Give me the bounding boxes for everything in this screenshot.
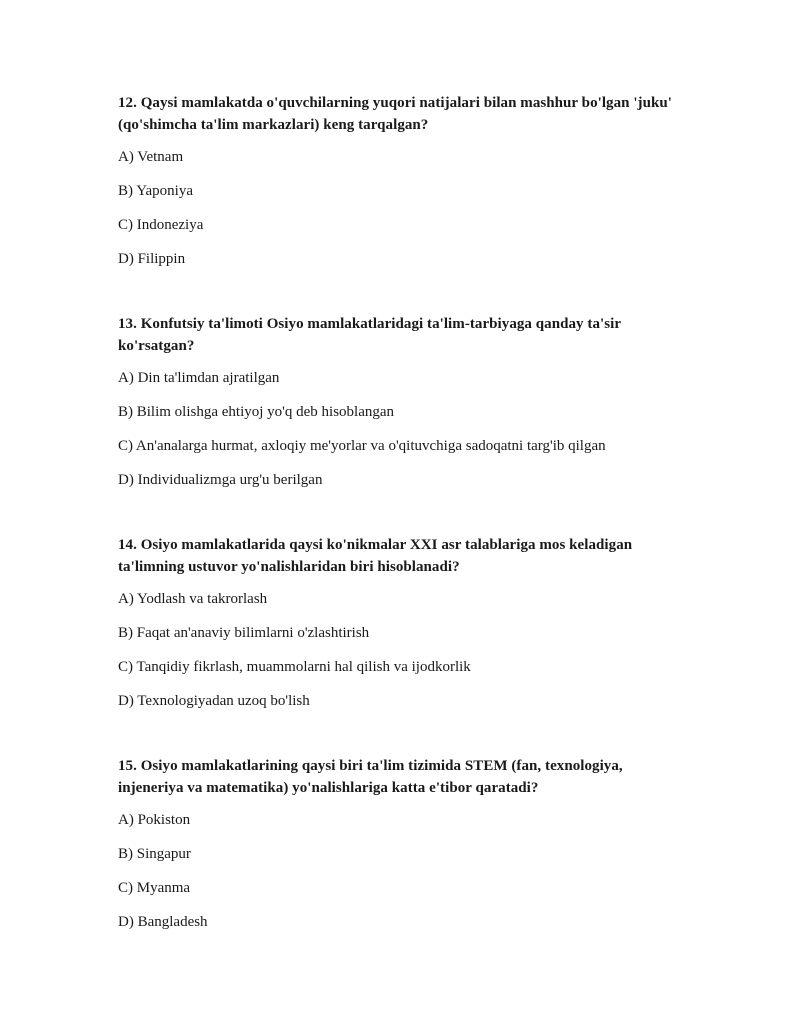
question-13 [118, 313, 678, 491]
document-page [118, 92, 678, 945]
question-title: 15. Osiyo mamlakatlarining qaysi biri ta'lim tizimida STEM (fan, texnologiya, injeneriya va matematika) yo'nalishlariga katta e'tibor qaratadi? [118, 758, 623, 796]
question-title: 14. Osiyo mamlakatlarida qaysi ko'nikmalar XXI asr talablariga mos keladigan ta'limning ustuvor yo'nalishlaridan biri hisoblanadi? [118, 537, 633, 575]
option-c: C) An'analarga hurmat, axloqiy me'yorlar va o'qituvchiga sadoqatni targ'ib qilgan [118, 438, 606, 454]
option-a: A) Vetnam [118, 149, 184, 165]
option-a: A) Din ta'limdan ajratilgan [118, 370, 280, 386]
option-a: A) Yodlash va takrorlash [118, 591, 268, 607]
question-title: 12. Qaysi mamlakatda o'quvchilarning yuqori natijalari bilan mashhur bo'lgan 'juku' (qo'shimcha ta'lim markazlari) keng tarqalgan? [118, 95, 673, 133]
option-d: D) Texnologiyadan uzoq bo'lish [118, 693, 310, 709]
option-c: C) Indoneziya [118, 217, 204, 233]
option-b: B) Bilim olishga ehtiyoj yo'q deb hisoblangan [118, 404, 395, 420]
option-c: C) Tanqidiy fikrlash, muammolarni hal qilish va ijodkorlik [118, 659, 471, 675]
question-spacer [118, 282, 678, 313]
option-a: A) Pokiston [118, 812, 191, 828]
question-title: 13. Konfutsiy ta'limoti Osiyo mamlakatlaridagi ta'lim-tarbiyaga qanday ta'sir ko'rsatgan? [118, 316, 621, 354]
question-spacer [118, 724, 678, 755]
option-d: D) Filippin [118, 251, 186, 267]
option-b: B) Faqat an'anaviy bilimlarni o'zlashtirish [118, 625, 370, 641]
question-14 [118, 534, 678, 712]
option-b: B) Yaponiya [118, 183, 194, 199]
option-d: D) Bangladesh [118, 914, 208, 930]
question-15 [118, 755, 678, 933]
option-d: D) Individualizmga urg'u berilgan [118, 472, 323, 488]
option-b: B) Singapur [118, 846, 191, 862]
option-c: C) Myanma [118, 880, 191, 896]
question-12 [118, 92, 678, 270]
question-spacer [118, 503, 678, 534]
